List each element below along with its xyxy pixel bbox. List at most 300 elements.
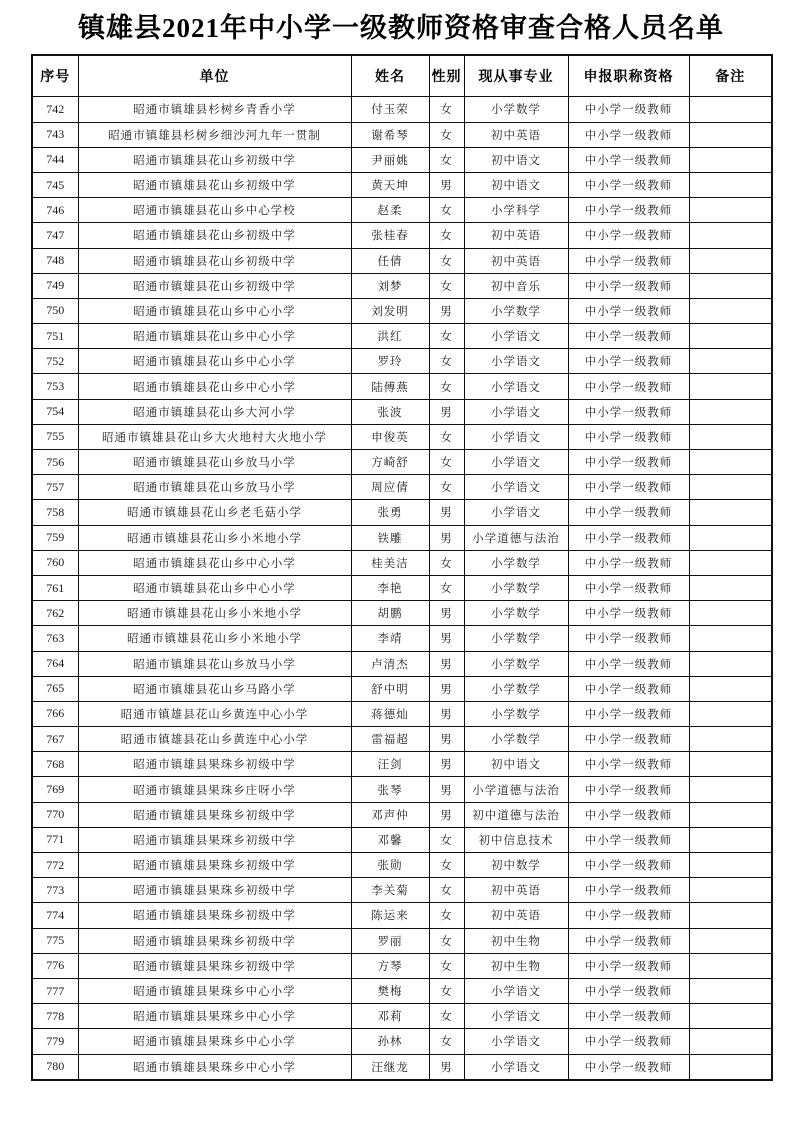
cell-specialty: 小学语文 (464, 349, 568, 374)
cell-title: 中小学一级教师 (568, 97, 689, 122)
cell-gender: 女 (429, 1004, 464, 1029)
cell-name: 陈运来 (351, 903, 429, 928)
cell-gender: 男 (429, 777, 464, 802)
cell-remark (689, 802, 772, 827)
cell-specialty: 小学数学 (464, 651, 568, 676)
cell-title: 中小学一级教师 (568, 500, 689, 525)
cell-name: 雷福超 (351, 727, 429, 752)
cell-title: 中小学一级教师 (568, 475, 689, 500)
cell-gender: 女 (429, 878, 464, 903)
cell-name: 李靖 (351, 626, 429, 651)
cell-remark (689, 651, 772, 676)
cell-remark (689, 575, 772, 600)
cell-remark (689, 147, 772, 172)
cell-seq: 774 (32, 903, 78, 928)
cell-unit: 昭通市镇雄县果珠乡初级中学 (78, 878, 351, 903)
table-row (32, 198, 772, 223)
cell-seq: 773 (32, 878, 78, 903)
table-row (32, 1054, 772, 1080)
cell-seq: 766 (32, 701, 78, 726)
cell-specialty: 初中道德与法治 (464, 802, 568, 827)
cell-specialty: 小学数学 (464, 601, 568, 626)
cell-seq: 758 (32, 500, 78, 525)
cell-gender: 男 (429, 298, 464, 323)
cell-gender: 女 (429, 575, 464, 600)
cell-remark (689, 878, 772, 903)
cell-remark (689, 475, 772, 500)
cell-remark (689, 903, 772, 928)
cell-specialty: 小学数学 (464, 676, 568, 701)
cell-seq: 775 (32, 928, 78, 953)
table-row (32, 601, 772, 626)
cell-remark (689, 727, 772, 752)
cell-title: 中小学一级教师 (568, 903, 689, 928)
cell-name: 樊梅 (351, 978, 429, 1003)
cell-remark (689, 550, 772, 575)
table-row (32, 273, 772, 298)
cell-unit: 昭通市镇雄县花山乡初级中学 (78, 248, 351, 273)
cell-title: 中小学一级教师 (568, 273, 689, 298)
cell-specialty: 小学语文 (464, 978, 568, 1003)
cell-remark (689, 827, 772, 852)
table-header (32, 55, 772, 97)
cell-name: 李关菊 (351, 878, 429, 903)
cell-name: 方琴 (351, 953, 429, 978)
page-title: 镇雄县2021年中小学一级教师资格审查合格人员名单 (78, 13, 724, 43)
table-row (32, 651, 772, 676)
cell-specialty: 初中生物 (464, 953, 568, 978)
cell-gender: 女 (429, 953, 464, 978)
cell-title: 中小学一级教师 (568, 198, 689, 223)
table-row (32, 97, 772, 122)
cell-seq: 759 (32, 525, 78, 550)
cell-remark (689, 223, 772, 248)
cell-unit: 昭通市镇雄县果珠乡中心小学 (78, 978, 351, 1003)
cell-seq: 772 (32, 853, 78, 878)
cell-unit: 昭通市镇雄县花山乡大河小学 (78, 399, 351, 424)
cell-gender: 男 (429, 626, 464, 651)
cell-name: 方崎舒 (351, 450, 429, 475)
cell-specialty: 小学语文 (464, 424, 568, 449)
cell-title: 中小学一级教师 (568, 727, 689, 752)
cell-gender: 男 (429, 752, 464, 777)
cell-name: 汪剑 (351, 752, 429, 777)
cell-seq: 745 (32, 172, 78, 197)
header-seq: 序号 (32, 55, 78, 97)
cell-gender: 女 (429, 122, 464, 147)
cell-gender: 男 (429, 399, 464, 424)
cell-seq: 756 (32, 450, 78, 475)
cell-specialty: 初中英语 (464, 903, 568, 928)
cell-gender: 女 (429, 273, 464, 298)
cell-unit: 昭通市镇雄县果珠乡初级中学 (78, 953, 351, 978)
cell-seq: 753 (32, 374, 78, 399)
cell-seq: 778 (32, 1004, 78, 1029)
cell-seq: 761 (32, 575, 78, 600)
cell-title: 中小学一级教师 (568, 1004, 689, 1029)
cell-seq: 765 (32, 676, 78, 701)
cell-unit: 昭通市镇雄县花山乡中心小学 (78, 374, 351, 399)
cell-name: 张波 (351, 399, 429, 424)
cell-unit: 昭通市镇雄县花山乡初级中学 (78, 172, 351, 197)
cell-gender: 男 (429, 701, 464, 726)
cell-gender: 女 (429, 475, 464, 500)
cell-remark (689, 500, 772, 525)
table-row (32, 550, 772, 575)
cell-remark (689, 1029, 772, 1054)
cell-title: 中小学一级教师 (568, 752, 689, 777)
cell-name: 陆傅燕 (351, 374, 429, 399)
cell-seq: 762 (32, 601, 78, 626)
cell-name: 孙林 (351, 1029, 429, 1054)
cell-remark (689, 298, 772, 323)
cell-gender: 女 (429, 978, 464, 1003)
cell-title: 中小学一级教师 (568, 324, 689, 349)
cell-title: 中小学一级教师 (568, 424, 689, 449)
cell-seq: 746 (32, 198, 78, 223)
cell-seq: 776 (32, 953, 78, 978)
table-row (32, 827, 772, 852)
cell-specialty: 初中生物 (464, 928, 568, 953)
cell-unit: 昭通市镇雄县杉树乡细沙河九年一贯制 (78, 122, 351, 147)
cell-seq: 749 (32, 273, 78, 298)
cell-seq: 764 (32, 651, 78, 676)
table-row (32, 349, 772, 374)
table-row (32, 324, 772, 349)
cell-title: 中小学一级教师 (568, 701, 689, 726)
cell-remark (689, 928, 772, 953)
cell-remark (689, 853, 772, 878)
cell-seq: 755 (32, 424, 78, 449)
cell-unit: 昭通市镇雄县果珠乡中心小学 (78, 1029, 351, 1054)
cell-remark (689, 399, 772, 424)
cell-seq: 754 (32, 399, 78, 424)
cell-name: 桂美洁 (351, 550, 429, 575)
table-row (32, 853, 772, 878)
cell-gender: 女 (429, 903, 464, 928)
cell-gender: 男 (429, 601, 464, 626)
cell-remark (689, 978, 772, 1003)
cell-title: 中小学一级教师 (568, 978, 689, 1003)
cell-title: 中小学一级教师 (568, 1054, 689, 1080)
table-row (32, 248, 772, 273)
table-row (32, 928, 772, 953)
cell-gender: 男 (429, 525, 464, 550)
cell-seq: 768 (32, 752, 78, 777)
cell-gender: 女 (429, 198, 464, 223)
cell-unit: 昭通市镇雄县花山乡初级中学 (78, 223, 351, 248)
cell-specialty: 初中英语 (464, 122, 568, 147)
cell-unit: 昭通市镇雄县花山乡中心小学 (78, 298, 351, 323)
cell-gender: 女 (429, 424, 464, 449)
cell-name: 舒中明 (351, 676, 429, 701)
cell-seq: 779 (32, 1029, 78, 1054)
roster-table (31, 54, 773, 1080)
cell-title: 中小学一级教师 (568, 853, 689, 878)
cell-title: 中小学一级教师 (568, 450, 689, 475)
cell-name: 卢清杰 (351, 651, 429, 676)
cell-specialty: 初中语文 (464, 752, 568, 777)
cell-seq: 763 (32, 626, 78, 651)
cell-name: 铁雕 (351, 525, 429, 550)
cell-title: 中小学一级教师 (568, 953, 689, 978)
cell-name: 尹丽姚 (351, 147, 429, 172)
cell-seq: 780 (32, 1054, 78, 1080)
cell-name: 张勇 (351, 500, 429, 525)
cell-specialty: 小学数学 (464, 575, 568, 600)
cell-unit: 昭通市镇雄县果珠乡初级中学 (78, 752, 351, 777)
table-row (32, 424, 772, 449)
table-row (32, 223, 772, 248)
cell-unit: 昭通市镇雄县果珠乡初级中学 (78, 853, 351, 878)
table-row (32, 878, 772, 903)
cell-remark (689, 248, 772, 273)
cell-remark (689, 172, 772, 197)
cell-seq: 750 (32, 298, 78, 323)
cell-specialty: 小学数学 (464, 626, 568, 651)
cell-gender: 女 (429, 827, 464, 852)
table-row (32, 298, 772, 323)
cell-name: 赵柔 (351, 198, 429, 223)
cell-remark (689, 374, 772, 399)
cell-unit: 昭通市镇雄县花山乡小米地小学 (78, 525, 351, 550)
cell-specialty: 初中英语 (464, 878, 568, 903)
cell-seq: 747 (32, 223, 78, 248)
header-remark: 备注 (689, 55, 772, 97)
header-name: 姓名 (351, 55, 429, 97)
table-row (32, 525, 772, 550)
cell-unit: 昭通市镇雄县果珠乡中心小学 (78, 1054, 351, 1080)
cell-name: 李艳 (351, 575, 429, 600)
cell-remark (689, 450, 772, 475)
cell-gender: 男 (429, 676, 464, 701)
cell-unit: 昭通市镇雄县花山乡放马小学 (78, 651, 351, 676)
cell-name: 谢希琴 (351, 122, 429, 147)
cell-unit: 昭通市镇雄县花山乡中心小学 (78, 324, 351, 349)
cell-title: 中小学一级教师 (568, 626, 689, 651)
cell-seq: 769 (32, 777, 78, 802)
cell-unit: 昭通市镇雄县花山乡小米地小学 (78, 601, 351, 626)
cell-seq: 742 (32, 97, 78, 122)
cell-seq: 757 (32, 475, 78, 500)
cell-gender: 男 (429, 1054, 464, 1080)
cell-gender: 女 (429, 450, 464, 475)
cell-gender: 女 (429, 248, 464, 273)
cell-name: 申俊英 (351, 424, 429, 449)
cell-remark (689, 324, 772, 349)
cell-remark (689, 701, 772, 726)
table-row (32, 978, 772, 1003)
cell-title: 中小学一级教师 (568, 827, 689, 852)
cell-title: 中小学一级教师 (568, 550, 689, 575)
cell-name: 张勋 (351, 853, 429, 878)
cell-specialty: 小学语文 (464, 500, 568, 525)
cell-specialty: 小学语文 (464, 450, 568, 475)
cell-specialty: 小学数学 (464, 298, 568, 323)
cell-gender: 男 (429, 802, 464, 827)
table-row (32, 953, 772, 978)
cell-title: 中小学一级教师 (568, 777, 689, 802)
cell-gender: 男 (429, 172, 464, 197)
cell-unit: 昭通市镇雄县花山乡放马小学 (78, 450, 351, 475)
cell-gender: 女 (429, 324, 464, 349)
cell-specialty: 小学语文 (464, 1054, 568, 1080)
cell-specialty: 小学数学 (464, 550, 568, 575)
cell-remark (689, 122, 772, 147)
cell-unit: 昭通市镇雄县花山乡中心小学 (78, 550, 351, 575)
cell-specialty: 初中语文 (464, 147, 568, 172)
table-row (32, 752, 772, 777)
cell-gender: 女 (429, 928, 464, 953)
cell-gender: 男 (429, 727, 464, 752)
cell-seq: 743 (32, 122, 78, 147)
cell-unit: 昭通市镇雄县花山乡放马小学 (78, 475, 351, 500)
cell-seq: 771 (32, 827, 78, 852)
cell-specialty: 初中语文 (464, 172, 568, 197)
header-gender: 性别 (429, 55, 464, 97)
table-row (32, 903, 772, 928)
cell-title: 中小学一级教师 (568, 223, 689, 248)
table-row (32, 575, 772, 600)
table-row (32, 777, 772, 802)
table-row (32, 475, 772, 500)
cell-gender: 女 (429, 147, 464, 172)
cell-unit: 昭通市镇雄县花山乡大火地村大火地小学 (78, 424, 351, 449)
cell-specialty: 小学语文 (464, 1004, 568, 1029)
table-row (32, 701, 772, 726)
cell-unit: 昭通市镇雄县花山乡中心小学 (78, 349, 351, 374)
header-unit: 单位 (78, 55, 351, 97)
cell-title: 中小学一级教师 (568, 147, 689, 172)
cell-name: 邓声仲 (351, 802, 429, 827)
cell-unit: 昭通市镇雄县花山乡小米地小学 (78, 626, 351, 651)
cell-name: 蒋德灿 (351, 701, 429, 726)
cell-unit: 昭通市镇雄县果珠乡初级中学 (78, 827, 351, 852)
cell-specialty: 初中英语 (464, 223, 568, 248)
cell-title: 中小学一级教师 (568, 878, 689, 903)
cell-seq: 752 (32, 349, 78, 374)
table-row (32, 122, 772, 147)
cell-seq: 744 (32, 147, 78, 172)
cell-name: 周应倩 (351, 475, 429, 500)
cell-name: 汪继龙 (351, 1054, 429, 1080)
cell-seq: 748 (32, 248, 78, 273)
cell-remark (689, 1004, 772, 1029)
cell-seq: 760 (32, 550, 78, 575)
table-row (32, 802, 772, 827)
cell-remark (689, 349, 772, 374)
cell-seq: 770 (32, 802, 78, 827)
cell-title: 中小学一级教师 (568, 374, 689, 399)
cell-unit: 昭通市镇雄县花山乡黄连中心小学 (78, 727, 351, 752)
cell-gender: 男 (429, 500, 464, 525)
cell-title: 中小学一级教师 (568, 248, 689, 273)
header-title: 申报职称资格 (568, 55, 689, 97)
cell-specialty: 小学数学 (464, 97, 568, 122)
cell-remark (689, 198, 772, 223)
cell-unit: 昭通市镇雄县杉树乡青香小学 (78, 97, 351, 122)
cell-title: 中小学一级教师 (568, 928, 689, 953)
cell-remark (689, 752, 772, 777)
cell-gender: 女 (429, 349, 464, 374)
table-row (32, 374, 772, 399)
cell-remark (689, 1054, 772, 1080)
table-row (32, 727, 772, 752)
cell-specialty: 小学道德与法治 (464, 777, 568, 802)
table-row (32, 450, 772, 475)
cell-gender: 女 (429, 853, 464, 878)
table-row (32, 676, 772, 701)
cell-name: 邓馨 (351, 827, 429, 852)
cell-specialty: 初中数学 (464, 853, 568, 878)
cell-title: 中小学一级教师 (568, 122, 689, 147)
cell-name: 刘梦 (351, 273, 429, 298)
cell-remark (689, 273, 772, 298)
cell-unit: 昭通市镇雄县花山乡初级中学 (78, 273, 351, 298)
cell-specialty: 初中英语 (464, 248, 568, 273)
table-row (32, 626, 772, 651)
cell-gender: 女 (429, 97, 464, 122)
cell-title: 中小学一级教师 (568, 525, 689, 550)
cell-unit: 昭通市镇雄县果珠乡庄呀小学 (78, 777, 351, 802)
table-row (32, 399, 772, 424)
cell-title: 中小学一级教师 (568, 349, 689, 374)
cell-title: 中小学一级教师 (568, 575, 689, 600)
cell-unit: 昭通市镇雄县果珠乡初级中学 (78, 903, 351, 928)
cell-name: 张琴 (351, 777, 429, 802)
cell-title: 中小学一级教师 (568, 1029, 689, 1054)
cell-remark (689, 601, 772, 626)
cell-name: 付玉荣 (351, 97, 429, 122)
cell-title: 中小学一级教师 (568, 298, 689, 323)
cell-title: 中小学一级教师 (568, 399, 689, 424)
cell-unit: 昭通市镇雄县花山乡马路小学 (78, 676, 351, 701)
table-body (32, 97, 772, 1080)
cell-name: 黄天坤 (351, 172, 429, 197)
cell-name: 任倩 (351, 248, 429, 273)
table-row (32, 172, 772, 197)
cell-specialty: 初中信息技术 (464, 827, 568, 852)
cell-specialty: 小学语文 (464, 399, 568, 424)
cell-remark (689, 626, 772, 651)
cell-remark (689, 525, 772, 550)
cell-unit: 昭通市镇雄县果珠乡中心小学 (78, 1004, 351, 1029)
cell-specialty: 小学语文 (464, 374, 568, 399)
cell-unit: 昭通市镇雄县花山乡中心小学 (78, 575, 351, 600)
cell-unit: 昭通市镇雄县花山乡中心学校 (78, 198, 351, 223)
cell-name: 罗玲 (351, 349, 429, 374)
cell-remark (689, 777, 772, 802)
cell-title: 中小学一级教师 (568, 676, 689, 701)
table-row (32, 500, 772, 525)
cell-name: 胡鹏 (351, 601, 429, 626)
cell-specialty: 小学科学 (464, 198, 568, 223)
cell-name: 邓莉 (351, 1004, 429, 1029)
cell-gender: 女 (429, 1029, 464, 1054)
cell-remark (689, 424, 772, 449)
table-header-row (32, 55, 772, 97)
cell-specialty: 初中音乐 (464, 273, 568, 298)
cell-title: 中小学一级教师 (568, 651, 689, 676)
cell-seq: 777 (32, 978, 78, 1003)
cell-specialty: 小学语文 (464, 324, 568, 349)
cell-remark (689, 676, 772, 701)
cell-seq: 751 (32, 324, 78, 349)
cell-specialty: 小学数学 (464, 701, 568, 726)
cell-gender: 男 (429, 651, 464, 676)
cell-unit: 昭通市镇雄县花山乡初级中学 (78, 147, 351, 172)
table-row (32, 1029, 772, 1054)
